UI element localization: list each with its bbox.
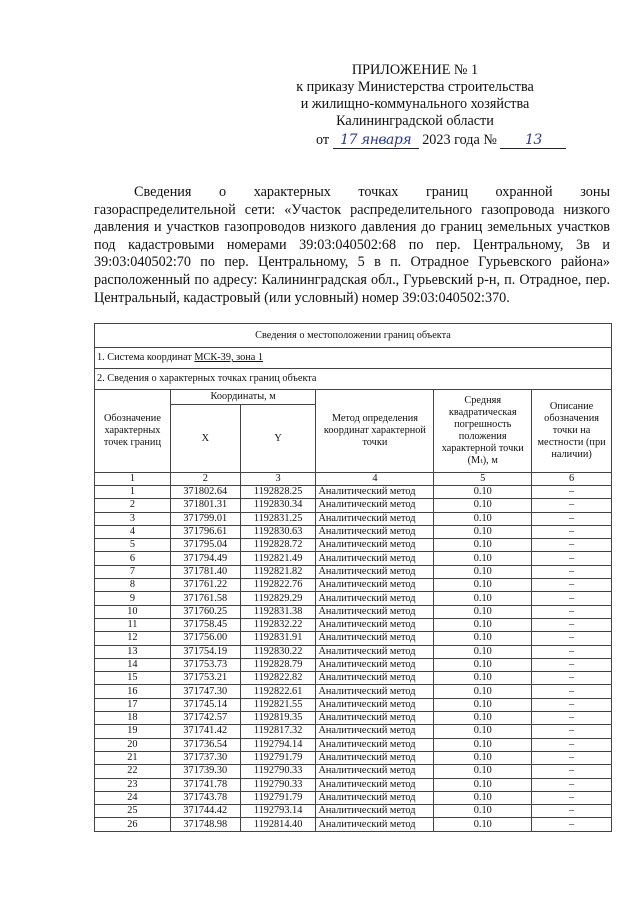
error-cell: 0.10 (434, 765, 532, 778)
method-cell: Аналитический метод (316, 645, 434, 658)
table-row (95, 632, 612, 645)
x-coordinate-cell: 371753.21 (170, 672, 240, 685)
y-coordinate-cell: 1192828.79 (240, 658, 316, 671)
x-coordinate-cell: 371754.19 (170, 645, 240, 658)
point-number-cell: 22 (95, 765, 171, 778)
error-cell: 0.10 (434, 712, 532, 725)
description-cell: – (532, 645, 612, 658)
table-row (95, 552, 612, 565)
description-cell: – (532, 499, 612, 512)
x-coordinate-cell: 371761.22 (170, 579, 240, 592)
order-date-line (250, 132, 580, 149)
description-cell: – (532, 525, 612, 538)
col-number: 4 (316, 473, 434, 486)
description-cell: – (532, 712, 612, 725)
error-cell: 0.10 (434, 539, 532, 552)
description-cell: – (532, 765, 612, 778)
description-cell: – (532, 658, 612, 671)
point-number-cell: 8 (95, 579, 171, 592)
point-number-cell: 1 (95, 486, 171, 499)
error-cell: 0.10 (434, 658, 532, 671)
table-row (95, 685, 612, 698)
x-coordinate-cell: 371747.30 (170, 685, 240, 698)
point-number-cell: 5 (95, 539, 171, 552)
method-cell: Аналитический метод (316, 592, 434, 605)
point-number-cell: 26 (95, 818, 171, 831)
description-cell: – (532, 486, 612, 499)
x-coordinate-cell: 371745.14 (170, 698, 240, 711)
table-row (95, 778, 612, 791)
method-cell: Аналитический метод (316, 658, 434, 671)
appendix-line-ministry: к приказу Министерства строительства (296, 79, 534, 95)
y-coordinate-cell: 1192817.32 (240, 725, 316, 738)
description-cell: – (532, 778, 612, 791)
appendix-line-region: Калининградской области (336, 113, 494, 129)
point-number-cell: 25 (95, 805, 171, 818)
error-cell: 0.10 (434, 698, 532, 711)
y-coordinate-cell: 1192794.14 (240, 738, 316, 751)
error-cell: 0.10 (434, 818, 532, 831)
header-y: Y (240, 405, 316, 473)
date-suffix: 2023 года № (422, 132, 497, 148)
col-number: 6 (532, 473, 612, 486)
description-cell: – (532, 751, 612, 764)
x-coordinate-cell: 371744.42 (170, 805, 240, 818)
date-prefix: от (316, 132, 330, 148)
description-cell: – (532, 512, 612, 525)
description-cell: – (532, 618, 612, 631)
error-cell: 0.10 (434, 778, 532, 791)
method-cell: Аналитический метод (316, 552, 434, 565)
y-coordinate-cell: 1192790.33 (240, 765, 316, 778)
description-cell: – (532, 818, 612, 831)
point-number-cell: 21 (95, 751, 171, 764)
col-number: 3 (240, 473, 316, 486)
y-coordinate-cell: 1192793.14 (240, 805, 316, 818)
description-cell: – (532, 632, 612, 645)
y-coordinate-cell: 1192822.61 (240, 685, 316, 698)
intro-text: Сведения о характерных точках границ охранной зоны газораспределительной сети: «Участок распределительного газопровода низкого давления и участков газопроводов низкого давления до границ земельных участков под кадастровыми номерами 39:03:040502:68 по пер. Центральному, 3в и 39:03:040502:70 по пер. Центральному, 5 в п. Отрадное Гурьевского района» расположенный по адресу: Калининградская обл., Гурьевский р-н, п. Отрадное, пер. Центральный, кадастровый (или условный) номер 39:03:040502:370. (94, 184, 610, 306)
table-row (95, 672, 612, 685)
col-number: 2 (170, 473, 240, 486)
y-coordinate-cell: 1192821.82 (240, 565, 316, 578)
y-coordinate-cell: 1192791.79 (240, 791, 316, 804)
description-cell: – (532, 698, 612, 711)
description-cell: – (532, 579, 612, 592)
x-coordinate-cell: 371739.30 (170, 765, 240, 778)
y-coordinate-cell: 1192822.76 (240, 579, 316, 592)
table-row (95, 725, 612, 738)
y-coordinate-cell: 1192831.25 (240, 512, 316, 525)
error-cell: 0.10 (434, 791, 532, 804)
coordinate-system-value: МСК-39, зона 1 (194, 352, 264, 363)
method-cell: Аналитический метод (316, 805, 434, 818)
method-cell: Аналитический метод (316, 672, 434, 685)
table-row (95, 698, 612, 711)
method-cell: Аналитический метод (316, 818, 434, 831)
y-coordinate-cell: 1192791.79 (240, 751, 316, 764)
appendix-title: ПРИЛОЖЕНИЕ № 1 (351, 62, 479, 78)
x-coordinate-cell: 371736.54 (170, 738, 240, 751)
point-number-cell: 7 (95, 565, 171, 578)
method-cell: Аналитический метод (316, 778, 434, 791)
x-coordinate-cell: 371781.40 (170, 565, 240, 578)
point-number-cell: 3 (95, 512, 171, 525)
error-cell: 0.10 (434, 645, 532, 658)
method-cell: Аналитический метод (316, 565, 434, 578)
header-x: X (170, 405, 240, 473)
error-cell: 0.10 (434, 632, 532, 645)
table-row (95, 818, 612, 831)
x-coordinate-cell: 371741.42 (170, 725, 240, 738)
error-cell: 0.10 (434, 725, 532, 738)
method-cell: Аналитический метод (316, 579, 434, 592)
x-coordinate-cell: 371796.61 (170, 525, 240, 538)
table-row (95, 791, 612, 804)
y-coordinate-cell: 1192819.35 (240, 712, 316, 725)
point-number-cell: 6 (95, 552, 171, 565)
point-number-cell: 19 (95, 725, 171, 738)
point-number-cell: 4 (95, 525, 171, 538)
error-cell: 0.10 (434, 751, 532, 764)
y-coordinate-cell: 1192830.63 (240, 525, 316, 538)
error-cell: 0.10 (434, 738, 532, 751)
table-row (95, 751, 612, 764)
error-cell: 0.10 (434, 499, 532, 512)
description-cell: – (532, 605, 612, 618)
point-number-cell: 18 (95, 712, 171, 725)
y-coordinate-cell: 1192828.25 (240, 486, 316, 499)
x-coordinate-cell: 371795.04 (170, 539, 240, 552)
table-row (95, 765, 612, 778)
description-cell: – (532, 539, 612, 552)
table-row (95, 645, 612, 658)
header-description: Описание обозначения точки на местности (при наличии) (532, 390, 612, 473)
y-coordinate-cell: 1192822.82 (240, 672, 316, 685)
x-coordinate-cell: 371758.45 (170, 618, 240, 631)
table-row (95, 605, 612, 618)
x-coordinate-cell: 371761.58 (170, 592, 240, 605)
error-cell: 0.10 (434, 672, 532, 685)
description-cell: – (532, 738, 612, 751)
table-row (95, 805, 612, 818)
x-coordinate-cell: 371799.01 (170, 512, 240, 525)
method-cell: Аналитический метод (316, 512, 434, 525)
y-coordinate-cell: 1192829.29 (240, 592, 316, 605)
method-cell: Аналитический метод (316, 539, 434, 552)
appendix-line-ministry-2: и жилищно-коммунального хозяйства (300, 96, 530, 112)
x-coordinate-cell: 371756.00 (170, 632, 240, 645)
method-cell: Аналитический метод (316, 765, 434, 778)
point-number-cell: 24 (95, 791, 171, 804)
description-cell: – (532, 725, 612, 738)
x-coordinate-cell: 371742.57 (170, 712, 240, 725)
error-cell: 0.10 (434, 486, 532, 499)
point-number-cell: 14 (95, 658, 171, 671)
y-coordinate-cell: 1192821.55 (240, 698, 316, 711)
boundary-points-table (94, 323, 612, 832)
point-number-cell: 16 (95, 685, 171, 698)
header-coords: Координаты, м (170, 390, 316, 405)
handwritten-date: 17 января (333, 133, 419, 149)
method-cell: Аналитический метод (316, 738, 434, 751)
y-coordinate-cell: 1192831.38 (240, 605, 316, 618)
point-number-cell: 10 (95, 605, 171, 618)
description-cell: – (532, 791, 612, 804)
description-cell: – (532, 565, 612, 578)
method-cell: Аналитический метод (316, 618, 434, 631)
x-coordinate-cell: 371737.30 (170, 751, 240, 764)
header-error: Средняя квадратическая погрешность положения характерной точки (Мₜ), м (434, 390, 532, 473)
col-number: 5 (434, 473, 532, 486)
x-coordinate-cell: 371802.64 (170, 486, 240, 499)
table-row (95, 486, 612, 499)
x-coordinate-cell: 371743.78 (170, 791, 240, 804)
x-coordinate-cell: 371753.73 (170, 658, 240, 671)
method-cell: Аналитический метод (316, 725, 434, 738)
points-section-title: 2. Сведения о характерных точках границ объекта (95, 369, 612, 390)
y-coordinate-cell: 1192830.22 (240, 645, 316, 658)
y-coordinate-cell: 1192821.49 (240, 552, 316, 565)
point-number-cell: 23 (95, 778, 171, 791)
error-cell: 0.10 (434, 525, 532, 538)
x-coordinate-cell: 371748.98 (170, 818, 240, 831)
y-coordinate-cell: 1192828.72 (240, 539, 316, 552)
error-cell: 0.10 (434, 552, 532, 565)
table-title: Сведения о местоположении границ объекта (95, 324, 612, 348)
point-number-cell: 15 (95, 672, 171, 685)
y-coordinate-cell: 1192790.33 (240, 778, 316, 791)
column-numbers-row (95, 473, 612, 486)
x-coordinate-cell: 371794.49 (170, 552, 240, 565)
x-coordinate-cell: 371741.78 (170, 778, 240, 791)
x-coordinate-cell: 371760.25 (170, 605, 240, 618)
header-point: Обозначение характерных точек границ (95, 390, 171, 473)
error-cell: 0.10 (434, 579, 532, 592)
table-row (95, 579, 612, 592)
table-row (95, 499, 612, 512)
appendix-header (250, 62, 580, 149)
coordinate-system-row (95, 348, 612, 369)
method-cell: Аналитический метод (316, 632, 434, 645)
error-cell: 0.10 (434, 618, 532, 631)
description-cell: – (532, 805, 612, 818)
point-number-cell: 12 (95, 632, 171, 645)
description-cell: – (532, 552, 612, 565)
method-cell: Аналитический метод (316, 712, 434, 725)
point-number-cell: 17 (95, 698, 171, 711)
y-coordinate-cell: 1192832.22 (240, 618, 316, 631)
table-row (95, 712, 612, 725)
y-coordinate-cell: 1192814.40 (240, 818, 316, 831)
table-row (95, 618, 612, 631)
method-cell: Аналитический метод (316, 486, 434, 499)
table-row (95, 592, 612, 605)
point-number-cell: 11 (95, 618, 171, 631)
point-number-cell: 20 (95, 738, 171, 751)
method-cell: Аналитический метод (316, 605, 434, 618)
handwritten-order-number: 13 (500, 133, 566, 149)
description-cell: – (532, 685, 612, 698)
table-row (95, 512, 612, 525)
coordinate-system-label: 1. Система координат (97, 352, 192, 363)
method-cell: Аналитический метод (316, 791, 434, 804)
error-cell: 0.10 (434, 592, 532, 605)
description-cell: – (532, 592, 612, 605)
method-cell: Аналитический метод (316, 751, 434, 764)
table-row (95, 658, 612, 671)
description-cell: – (532, 672, 612, 685)
method-cell: Аналитический метод (316, 499, 434, 512)
error-cell: 0.10 (434, 605, 532, 618)
method-cell: Аналитический метод (316, 685, 434, 698)
point-number-cell: 13 (95, 645, 171, 658)
error-cell: 0.10 (434, 512, 532, 525)
error-cell: 0.10 (434, 805, 532, 818)
table-row (95, 738, 612, 751)
col-number: 1 (95, 473, 171, 486)
y-coordinate-cell: 1192831.91 (240, 632, 316, 645)
point-number-cell: 2 (95, 499, 171, 512)
table-row (95, 539, 612, 552)
table-row (95, 565, 612, 578)
method-cell: Аналитический метод (316, 698, 434, 711)
method-cell: Аналитический метод (316, 525, 434, 538)
table-row (95, 525, 612, 538)
error-cell: 0.10 (434, 685, 532, 698)
x-coordinate-cell: 371801.31 (170, 499, 240, 512)
error-cell: 0.10 (434, 565, 532, 578)
point-number-cell: 9 (95, 592, 171, 605)
intro-paragraph (94, 184, 610, 307)
y-coordinate-cell: 1192830.34 (240, 499, 316, 512)
header-method: Метод определения координат характерной точки (316, 390, 434, 473)
